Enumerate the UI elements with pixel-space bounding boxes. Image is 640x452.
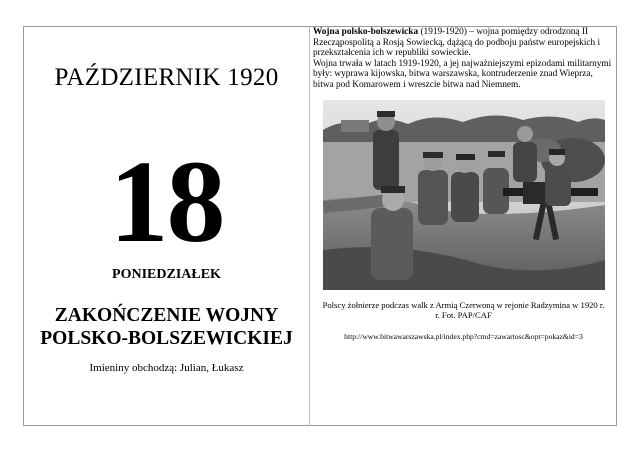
article-definition: – wojna pomiędzy odrodzoną II Rzecząpospolitą a Rosją Sowiecką, dążącą do podboju państw europejskich i przekształcenia ich w republiki sowieckie.	[313, 27, 601, 59]
article-years: (1919-1920)	[420, 27, 467, 37]
day-number: 18	[109, 136, 224, 267]
photo-caption-line-1: Polscy żołnierze podczas walk z Armią Czerwoną w rejonie Radzymina w 1920 r.	[322, 300, 605, 310]
source-url: http://www.bitwawarszawska.pl/index.php?cmd=zawartosc&opt=pokaz&id=3	[344, 332, 583, 341]
calendar-day-panel	[24, 27, 309, 425]
history-panel	[310, 27, 617, 425]
article-term: Wojna polsko-bolszewicka	[313, 27, 419, 37]
historical-photo	[323, 100, 605, 290]
soldiers-photo-image	[323, 100, 605, 290]
name-days: Imieniny obchodzą: Julian, Łukasz	[89, 362, 244, 374]
article-details: Wojna trwała w latach 1919-1920, a jej najważniejszymi epizodami militarnymi były: wyprawa kijowska, bitwa warszawska, kontruderzenie znad Wieprza, bitwa pod Komarowem i wreszcie bitwa nad Niemnem.	[313, 58, 612, 90]
photo-caption	[310, 300, 617, 321]
month-year-heading: PAŹDZIERNIK 1920	[54, 64, 279, 91]
photo-caption-line-2: r. Fot. PAP/CAF	[435, 310, 492, 321]
event-title	[24, 304, 309, 350]
event-title-line-1: ZAKOŃCZENIE WOJNY	[54, 305, 279, 326]
event-title-line-2: POLSKO-BOLSZEWICKIEJ	[40, 328, 293, 349]
history-article	[313, 27, 613, 91]
weekday-label: PONIEDZIAŁEK	[112, 267, 221, 282]
